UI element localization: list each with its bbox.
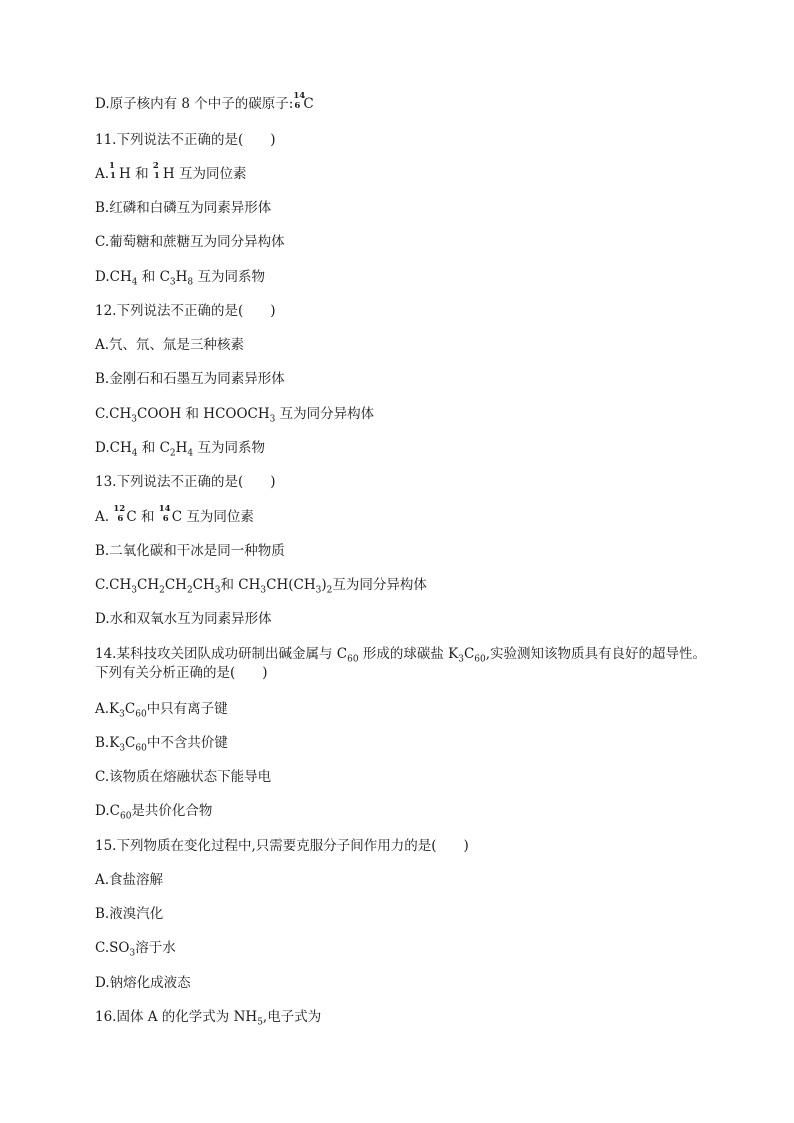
option-d-q12: $D.CH_4$ 和 $C_2H_4$ 互为同系物 <box>95 440 265 459</box>
option-b-q15: B.液溴汽化 <box>95 906 164 922</box>
option-b-q12: B.金刚石和石墨互为同素异形体 <box>95 371 285 387</box>
option-b-q11: B.红磷和白磷互为同素异形体 <box>95 200 272 216</box>
option-c-q13: $C.CH_3CH_2CH_2CH_3$和 $CH_3CH(CH_3)_2$互为同分异构体 <box>95 577 427 596</box>
question-11: 11.下列说法不正确的是( ) <box>95 132 276 148</box>
option-c-q11: C.葡萄糖和蔗糖互为同分异构体 <box>95 234 285 250</box>
isotope-notation: 14 6 <box>158 504 171 524</box>
isotope-notation: 2 1 <box>152 161 160 181</box>
option-c-q15: $C.SO_3$溶于水 <box>95 940 176 959</box>
option-d-q15: D.钠熔化成液态 <box>95 975 191 991</box>
option-a-q12: A.氕、氘、氚是三种核素 <box>95 337 245 353</box>
option-a-q11: A. 1 1 H 和 2 1 H 互为同位素 <box>95 161 247 182</box>
option-a-q13: A. 12 6 C 和 14 6 C 互为同位素 <box>95 504 254 525</box>
option-d-q10: D.原子核内有 8 个中子的碳原子: 14 6 C <box>95 91 314 112</box>
question-16: 16.固体 A 的化学式为 $NH_5$,电子式为 <box>95 1009 322 1028</box>
option-c-q12: $C.CH_3COOH$ 和 $HCOOCH_3$ 互为同分异构体 <box>95 406 375 425</box>
option-b-q13: B.二氧化碳和干冰是同一种物质 <box>95 543 285 559</box>
isotope-notation: 1 1 <box>109 161 116 181</box>
option-c-q14: C.该物质在熔融状态下能导电 <box>95 769 272 785</box>
question-15: 15.下列物质在变化过程中,只需要克服分子间作用力的是( ) <box>95 838 469 854</box>
option-d-q13: D.水和双氧水互为同素异形体 <box>95 611 272 627</box>
question-13: 13.下列说法不正确的是( ) <box>95 474 276 490</box>
option-d-q11: $D.CH_4$ 和 $C_3H_8$ 互为同系物 <box>95 269 265 288</box>
option-d-q14: $D.C_{60}$是共价化合物 <box>95 803 213 822</box>
question-12: 12.下列说法不正确的是( ) <box>95 303 276 319</box>
isotope-notation: 12 6 <box>113 504 126 524</box>
option-b-q14: $B.K_3C_{60}$中不含共价键 <box>95 735 228 754</box>
question-14: 14.某科技攻关团队成功研制出碱金属与 $C_{60}$ 形成的球碳盐 $K_3C_{60}$,实验测知该物质具有良好的超导性。下列有关分析正确的是( ) <box>95 646 707 681</box>
option-a-q14: $A.K_3C_{60}$中只有离子键 <box>95 701 228 720</box>
isotope-notation: 14 6 <box>293 91 306 111</box>
option-a-q15: A.食盐溶解 <box>95 872 164 888</box>
